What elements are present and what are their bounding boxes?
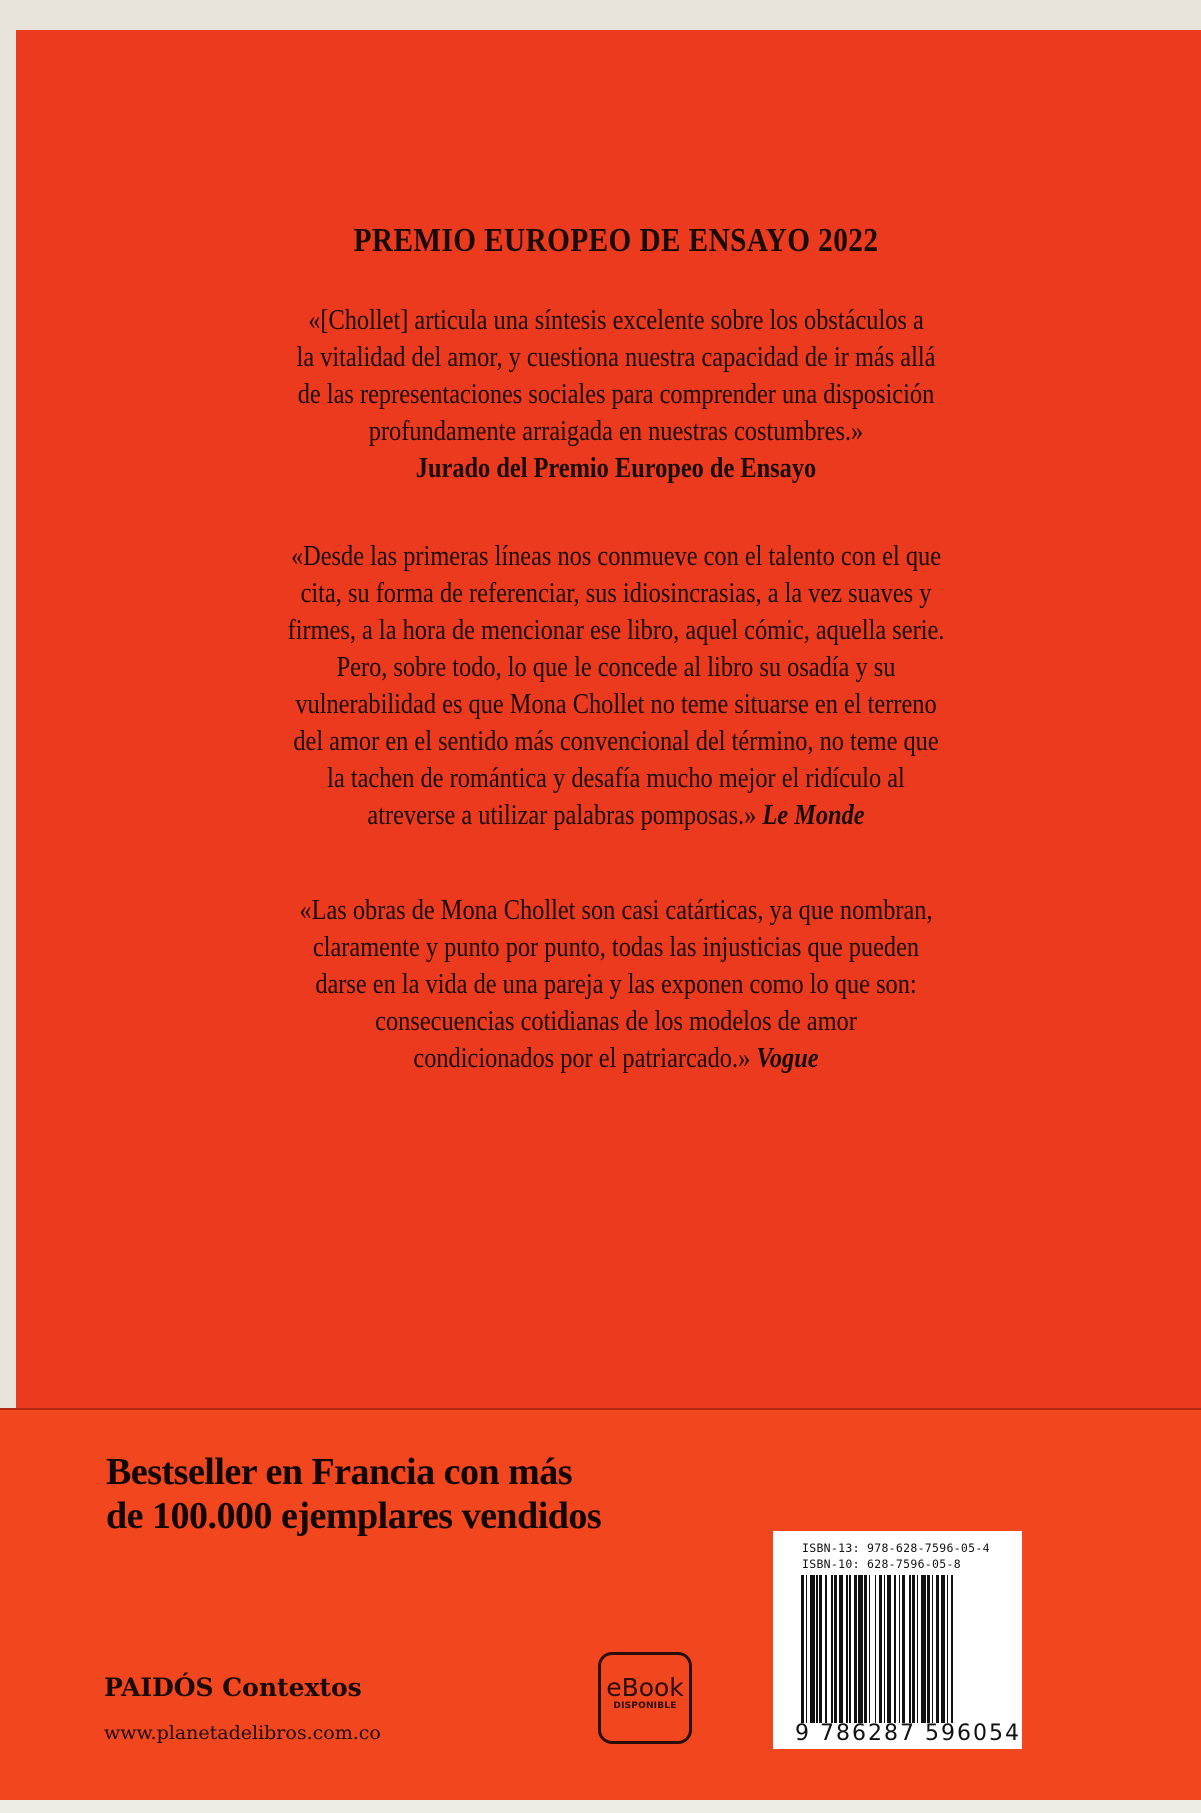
quote-line: profundamente arraigada en nuestras costumbres.» bbox=[368, 415, 864, 447]
quote-line-last bbox=[213, 797, 1019, 834]
quote-line: la vitalidad del amor, y cuestiona nuestra capacidad de ir más allá bbox=[296, 341, 936, 373]
quote-text: condicionados por el patriarcado.» bbox=[413, 1042, 751, 1074]
quote-line: vulnerabilidad es que Mona Chollet no teme situarse en el terreno bbox=[295, 688, 937, 720]
quote-line: claramente y punto por punto, todas las injusticias que pueden bbox=[312, 931, 920, 963]
quote-line: de las representaciones sociales para comprender una disposición bbox=[297, 378, 935, 410]
isbn10-text: ISBN-10: 628-7596-05-8 bbox=[802, 1557, 961, 1571]
ebook-label: eBook bbox=[606, 1673, 684, 1702]
quote-line: firmes, a la hora de mencionar ese libro, aquel cómic, aquella serie. bbox=[287, 614, 945, 646]
quote-le-monde bbox=[213, 538, 1019, 834]
ean-digits: 9 786287 596054 bbox=[795, 1721, 1021, 1746]
quote-jury bbox=[213, 302, 1019, 487]
quote-vogue bbox=[213, 892, 1019, 1077]
quote-line: Pero, sobre todo, lo que le concede al libro su osadía y su bbox=[336, 651, 896, 683]
quote-line: darse en la vida de una pareja y las exponen como lo que son: bbox=[315, 968, 917, 1000]
quote-source: Vogue bbox=[756, 1042, 819, 1074]
barcode-icon bbox=[801, 1575, 996, 1723]
quote-source: Le Monde bbox=[762, 799, 865, 831]
ebook-badge-icon bbox=[598, 1652, 692, 1744]
quote-line: «Desde las primeras líneas nos conmueve con el talento con el que bbox=[290, 540, 942, 572]
page-edge bbox=[0, 1800, 1201, 1813]
award-title: PREMIO EUROPEO DE ENSAYO 2022 bbox=[353, 222, 879, 259]
quote-line: «Las obras de Mona Chollet son casi catárticas, ya que nombran, bbox=[299, 894, 933, 926]
bestseller-line: de 100.000 ejemplares vendidos bbox=[106, 1495, 602, 1537]
quote-text: atreverse a utilizar palabras pomposas.» bbox=[367, 799, 757, 831]
barcode-label bbox=[773, 1531, 1022, 1749]
quote-line: del amor en el sentido más convencional del término, no teme que bbox=[293, 725, 939, 757]
quote-line: consecuencias cotidianas de los modelos de amor bbox=[375, 1005, 857, 1037]
quote-line-last bbox=[213, 1040, 1019, 1077]
quote-attribution: Jurado del Premio Europeo de Ensayo bbox=[415, 452, 817, 484]
back-cover-panel bbox=[16, 30, 1201, 1408]
quote-line: cita, su forma de referenciar, sus idiosincrasias, a la vez suaves y bbox=[300, 577, 932, 609]
isbn13-text: ISBN-13: 978-628-7596-05-4 bbox=[802, 1541, 990, 1555]
bestseller-claim bbox=[106, 1450, 601, 1538]
quote-line: «[Chollet] articula una síntesis excelente sobre los obstáculos a bbox=[308, 304, 924, 336]
publisher-imprint: PAIDÓS Contextos bbox=[104, 1673, 362, 1702]
ebook-sublabel: DISPONIBLE bbox=[613, 1701, 677, 1711]
bestseller-line: Bestseller en Francia con más bbox=[106, 1451, 573, 1493]
publisher-url[interactable]: www.planetadelibros.com.co bbox=[104, 1722, 381, 1744]
quote-line: la tachen de romántica y desafía mucho mejor el ridículo al bbox=[327, 762, 905, 794]
